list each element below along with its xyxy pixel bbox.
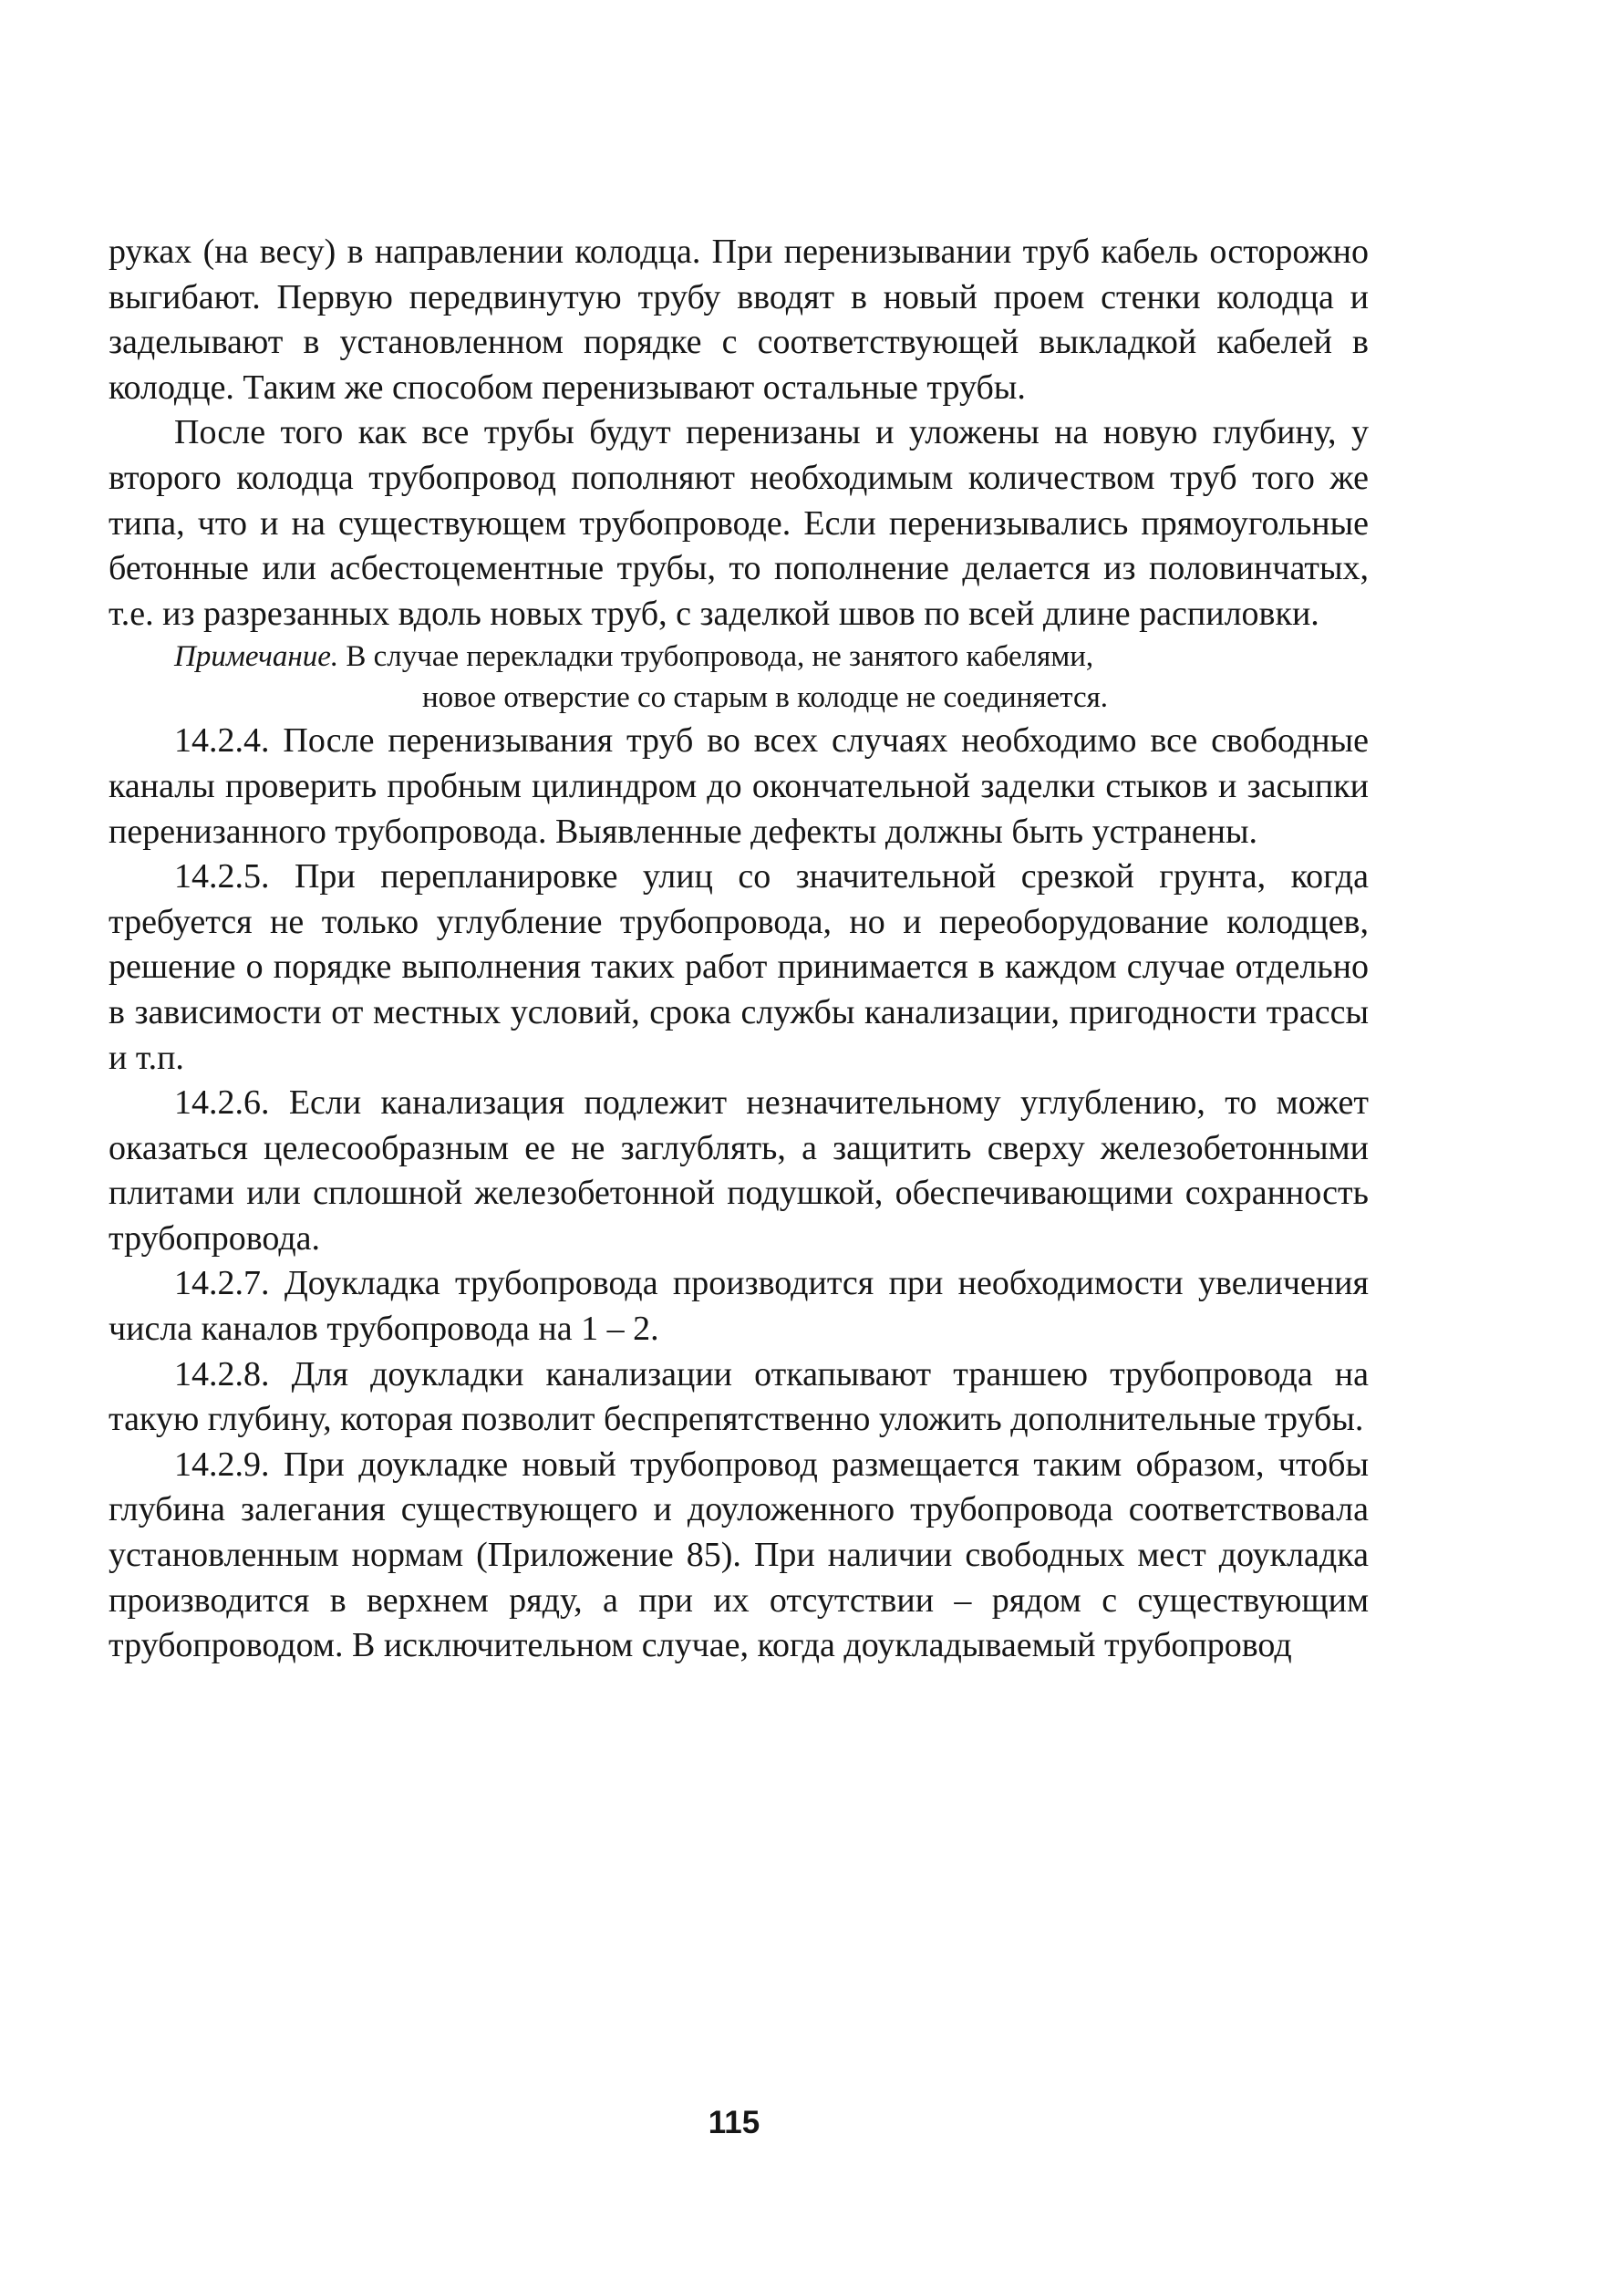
section-14-2-4: 14.2.4. После перенизывания труб во всех случаях необходимо все свободные каналы проверить пробным цилиндром до окончательной заделки стыков и засыпки перенизанного трубопровода. Выявленные дефекты должны быть устранены. bbox=[109, 721, 1369, 851]
section-14-2-7: 14.2.7. Доукладка трубопровода производится при необходимости увеличения числа каналов трубопровода на 1 – 2. bbox=[109, 1264, 1369, 1349]
section-14-2-5: 14.2.5. При перепланировке улиц со значительной срезкой грунта, когда требуется не только углубление трубопровода, но и переоборудование колодцев, решение о порядке выполнения таких работ принимается в каждом случае отдельно в зависимости от местных условий, срока службы канализации, пригодности трассы и т.п. bbox=[109, 857, 1369, 1077]
page-number: 115 bbox=[708, 2105, 760, 2140]
paragraph-continuation: руках (на весу) в направлении колодца. При перенизывании труб кабель осторожно выгибают. Первую передвинутую трубу вводят в новый проем стенки колодца и заделывают в установленном порядке с соответствующей выкладкой кабелей в колодце. Таким же способом перенизывают остальные трубы. bbox=[109, 233, 1369, 407]
paragraph-replenishment: После того как все трубы будут перенизаны и уложены на новую глубину, у второго колодца трубопровод пополняют необходимым количеством труб того же типа, что и на существующем трубопроводе. Если перенизывались прямоугольные бетонные или асбестоцементные трубы, то пополнение делается из половинчатых, т.е. из разрезанных вдоль новых труб, с заделкой швов по всей длине распиловки. bbox=[109, 413, 1369, 633]
note bbox=[109, 637, 1369, 719]
section-14-2-9: 14.2.9. При доукладке новый трубопровод размещается таким образом, чтобы глубина залегания существующего и доуложенного трубопровода соответствовала установленным нормам (Приложение 85). При наличии свободных мест доукладка производится в верхнем ряду, а при их отсутствии – рядом с существующим трубопроводом. В исключительном случае, когда доукладываемый трубопровод bbox=[109, 1445, 1369, 1665]
note-text-line2: новое отверстие со старым в колодце не соединяется. bbox=[422, 681, 1109, 715]
body-text bbox=[109, 230, 1369, 1669]
note-label: Примечание. bbox=[174, 640, 339, 674]
note-text-line1: В случае перекладки трубопровода, не занятого кабелями, bbox=[346, 640, 1094, 674]
section-14-2-8: 14.2.8. Для доукладки канализации откапывают траншею трубопровода на такую глубину, которая позволит беспрепятственно уложить дополнительные трубы. bbox=[109, 1354, 1369, 1439]
section-14-2-6: 14.2.6. Если канализация подлежит незначительному углублению, то может оказаться целесообразным ее не заглублять, а защитить сверху железобетонными плитами или сплошной железобетонной подушкой, обеспечивающими сохранность трубопровода. bbox=[109, 1083, 1369, 1258]
